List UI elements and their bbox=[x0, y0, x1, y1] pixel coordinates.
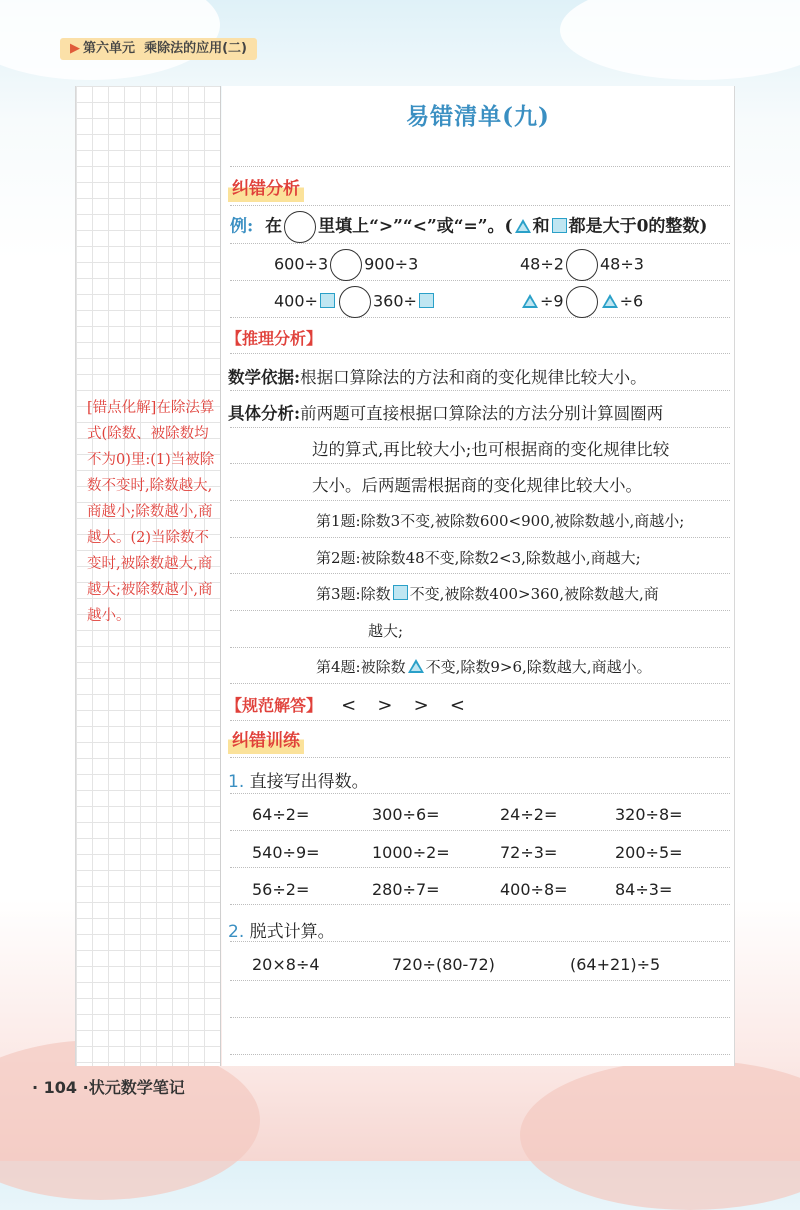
example-q4: ÷9 ÷6 bbox=[520, 286, 643, 318]
ruled-line bbox=[230, 647, 730, 648]
ruled-line bbox=[230, 166, 730, 167]
detail-line: 大小。后两题需根据商的变化规律比较大小。 bbox=[312, 476, 642, 495]
ruled-line bbox=[230, 757, 730, 758]
oral-item: 280÷7= bbox=[372, 880, 440, 899]
training-q2: 2. 脱式计算。 bbox=[228, 922, 335, 942]
oral-item: 200÷5= bbox=[615, 843, 683, 862]
ruled-line bbox=[230, 205, 730, 206]
example-prompt: 例: 在 里填上“>”“<”或“=”。( 和 都是大于0的整数) bbox=[230, 211, 707, 243]
example-q2: 48÷2 48÷3 bbox=[520, 249, 644, 281]
blank-circle-icon bbox=[284, 211, 316, 243]
oral-item: 56÷2= bbox=[252, 880, 310, 899]
oral-item: 400÷8= bbox=[500, 880, 568, 899]
triangle-icon bbox=[522, 294, 538, 308]
triangle-icon bbox=[602, 294, 618, 308]
analysis-item-2: 第2题:被除数48不变,除数2<3,除数越小,商越大; bbox=[316, 549, 641, 567]
standard-answer: 【规范解答】 < > > < bbox=[226, 695, 466, 716]
ruled-line bbox=[230, 610, 730, 611]
answer-values: < > > < bbox=[341, 695, 466, 716]
bullet-icon: · bbox=[32, 1078, 39, 1097]
ruled-line bbox=[230, 463, 730, 464]
training-q1: 1. 直接写出得数。 bbox=[228, 772, 369, 792]
oral-item: 64÷2= bbox=[252, 805, 310, 824]
blank-circle-icon bbox=[330, 249, 362, 281]
example-q3: 400÷ 360÷ bbox=[274, 286, 436, 318]
section-tag-error-analysis: 纠错分析 bbox=[228, 176, 304, 202]
square-icon bbox=[393, 585, 408, 600]
blank-circle-icon bbox=[566, 286, 598, 318]
analysis-item-3-cont: 越大; bbox=[368, 622, 404, 640]
calc-item: 20×8÷4 bbox=[252, 955, 320, 974]
ruled-line bbox=[230, 573, 730, 574]
ruled-line bbox=[230, 720, 730, 721]
triangle-icon bbox=[408, 659, 424, 673]
blank-circle-icon bbox=[339, 286, 371, 318]
ruled-line bbox=[230, 1054, 730, 1055]
oral-item: 84÷3= bbox=[615, 880, 673, 899]
section-tag-training: 纠错训练 bbox=[228, 728, 304, 754]
square-icon bbox=[419, 293, 434, 308]
ruled-line bbox=[230, 867, 730, 868]
ruled-line bbox=[230, 537, 730, 538]
oral-item: 540÷9= bbox=[252, 843, 320, 862]
analysis-item-3: 第3题:除数 不变,被除数400>360,被除数越大,商 bbox=[316, 585, 659, 603]
ruled-line bbox=[230, 500, 730, 501]
page-footer: · 104 ·状元数学笔记 bbox=[32, 1078, 185, 1097]
detail-line: 边的算式,再比较大小;也可根据商的变化规律比较 bbox=[312, 440, 670, 459]
ruled-line bbox=[230, 683, 730, 684]
oral-item: 1000÷2= bbox=[372, 843, 450, 862]
oral-item: 320÷8= bbox=[615, 805, 683, 824]
ruled-line bbox=[230, 904, 730, 905]
blank-circle-icon bbox=[566, 249, 598, 281]
section-tag-reasoning: 【推理分析】 bbox=[226, 329, 323, 348]
unit-header: ▶ 第六单元 乘除法的应用(二) bbox=[60, 38, 257, 60]
calc-item: (64+21)÷5 bbox=[570, 955, 661, 974]
play-triangle-icon: ▶ bbox=[70, 41, 80, 56]
triangle-icon bbox=[515, 219, 531, 233]
page-title: 易错清单(九) bbox=[406, 103, 550, 130]
cloud-decoration bbox=[560, 0, 800, 80]
analysis-item-1: 第1题:除数3不变,被除数600<900,被除数越小,商越小; bbox=[316, 512, 685, 530]
ruled-line bbox=[230, 353, 730, 354]
ruled-line bbox=[230, 243, 730, 244]
oral-item: 300÷6= bbox=[372, 805, 440, 824]
math-basis: 数学依据:根据口算除法的方法和商的变化规律比较大小。 bbox=[228, 368, 647, 387]
side-note: [错点化解]在除法算式(除数、被除数均不为0)里:(1)当被除数不变时,除数越大,商越小;除数越小,商越大。(2)当除数不变时,被除数越大,商越大;被除数越小,商越小。 bbox=[87, 400, 215, 624]
ruled-line bbox=[230, 830, 730, 831]
detail-analysis: 具体分析:前两题可直接根据口算除法的方法分别计算圆圈两 bbox=[228, 404, 664, 423]
ruled-line bbox=[230, 980, 730, 981]
square-icon bbox=[320, 293, 335, 308]
oral-item: 24÷2= bbox=[500, 805, 558, 824]
ruled-line bbox=[230, 1017, 730, 1018]
calc-item: 720÷(80-72) bbox=[392, 955, 495, 974]
analysis-item-4: 第4题:被除数 不变,除数9>6,除数越大,商越小。 bbox=[316, 658, 652, 676]
ruled-line bbox=[230, 793, 730, 794]
square-icon bbox=[552, 218, 567, 233]
example-q1: 600÷3 900÷3 bbox=[274, 249, 418, 281]
ruled-line bbox=[230, 390, 730, 391]
cloud-decoration bbox=[520, 1060, 800, 1210]
oral-item: 72÷3= bbox=[500, 843, 558, 862]
ruled-line bbox=[230, 427, 730, 428]
